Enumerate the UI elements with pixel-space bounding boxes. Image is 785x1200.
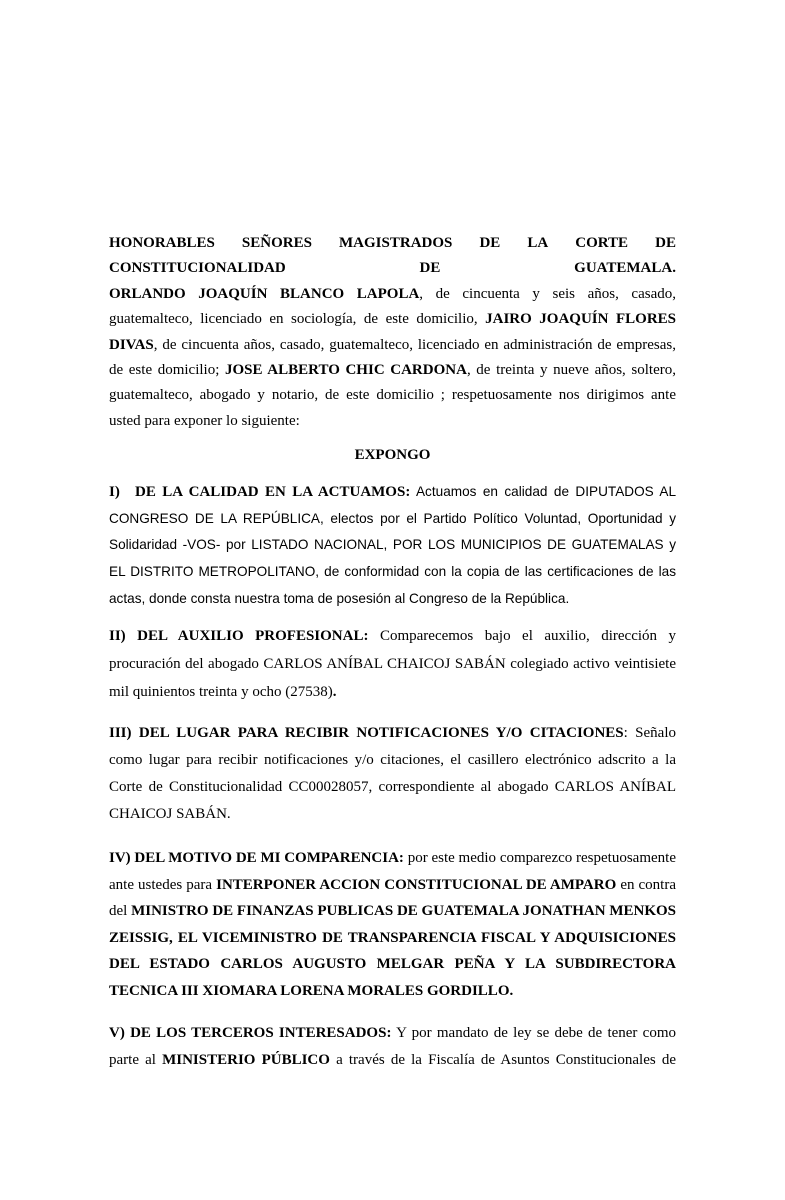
intro-text: , de cincuenta años, casado, guatemalteco, licenciado en administración de empresas, de este domicilio; <box>109 336 676 379</box>
section-title: DE LA CALIDAD EN LA ACTUAMOS: <box>135 484 411 501</box>
section-text: por este medio comparezco respetuosamente ante ustedes para <box>109 850 676 893</box>
section-auxilio <box>109 622 676 706</box>
emphasis: MINISTRO DE FINANZAS PUBLICAS DE GUATEMALA JONATHAN MENKOS ZEISSIG, EL VICEMINISTRO DE TRANSPARENCIA FISCAL Y ADQUISICIONES DEL ESTADO CARLOS AUGUSTO MELGAR PEÑA Y LA SUBDIRECTORA TECNICA III XIOMARA LORENA MORALES GORDILLO. <box>109 903 676 999</box>
section-text: en contra del <box>109 876 677 920</box>
petitioner-name: ORLANDO JOAQUÍN BLANCO LAPOLA <box>109 285 420 302</box>
petitioner-name: JOSE ALBERTO CHIC CARDONA <box>225 362 467 379</box>
section-label: I) <box>109 484 120 501</box>
address-word: CONSTITUCIONALIDAD <box>109 260 286 277</box>
section-text: Comparecemos bajo el auxilio, dirección y procuración del abogado CARLOS ANÍBAL CHAICOJ SABÁN colegiado activo veintisiete mil quinientos treinta y ocho (27538) <box>109 628 677 701</box>
address-word: DE <box>419 260 441 277</box>
address-word: DE <box>479 235 501 251</box>
intro-text: , de cincuenta y seis años, casado, guatemalteco, licenciado en sociología, de este domicilio, <box>109 285 676 328</box>
section-terceros <box>109 1020 676 1074</box>
section-text: Actuamos en calidad de DIPUTADOS AL CONGRESO DE LA REPÚBLICA, electos por el Partido Político Voluntad, Oportunidad y Solidaridad -VOS- por LISTADO NACIONAL, POR LOS MUNICIPIOS DE GUATEMALAS y EL DISTRITO METROPOLITANO, de conformidad con la copia de las certificaciones de las actas, donde consta nuestra toma de posesión al Congreso de la República. <box>109 484 677 606</box>
section-text: a través de la Fiscalía de Asuntos Constitucionales de <box>329 1052 676 1069</box>
address-line-1 <box>109 231 676 256</box>
address-word: MAGISTRADOS <box>339 235 453 251</box>
emphasis: MINISTERIO PÚBLICO <box>162 1052 330 1069</box>
section-end: . <box>332 684 337 701</box>
section-title: II) DEL AUXILIO PROFESIONAL: <box>109 628 369 645</box>
address-word: LA <box>527 235 549 251</box>
address-word: CORTE <box>575 235 629 251</box>
address-word: DE <box>655 235 676 251</box>
emphasis: INTERPONER ACCION CONSTITUCIONAL DE AMPARO <box>216 876 617 893</box>
section-title: IV) DEL MOTIVO DE MI COMPARENCIA: <box>109 850 404 867</box>
section-motivo <box>109 845 676 1004</box>
section-text: Y por mandato de ley se debe de tener como parte al <box>109 1025 676 1069</box>
section-title: III) DEL LUGAR PARA RECIBIR NOTIFICACIONES Y/O CITACIONES <box>109 725 624 742</box>
address-word: SEÑORES <box>241 235 312 251</box>
intro-text: , de treinta y nueve años, soltero, guatemalteco, abogado y notario, de este domicilio ; respetuosamente nos dirigimos ante usted para exponer lo siguiente: <box>109 362 677 429</box>
address-word: GUATEMALA. <box>574 260 676 277</box>
section-heading: EXPONGO <box>354 447 431 464</box>
address-line-2 <box>109 256 676 281</box>
section-calidad <box>109 479 676 612</box>
section-notificaciones <box>109 720 676 828</box>
intro-paragraph <box>109 282 676 434</box>
section-title: V) DE LOS TERCEROS INTERESADOS: <box>109 1025 392 1042</box>
section-text: : Señalo como lugar para recibir notificaciones y/o citaciones, el casillero electrónico adscrito a la Corte de Constitucionalidad CC00028057, correspondiente al abogado CARLOS ANÍBAL CHAICOJ SABÁN. <box>109 725 677 823</box>
address-word: HONORABLES <box>109 235 215 251</box>
petitioner-name: JAIRO JOAQUÍN FLORES DIVAS <box>109 311 676 353</box>
document-page <box>109 231 676 1074</box>
